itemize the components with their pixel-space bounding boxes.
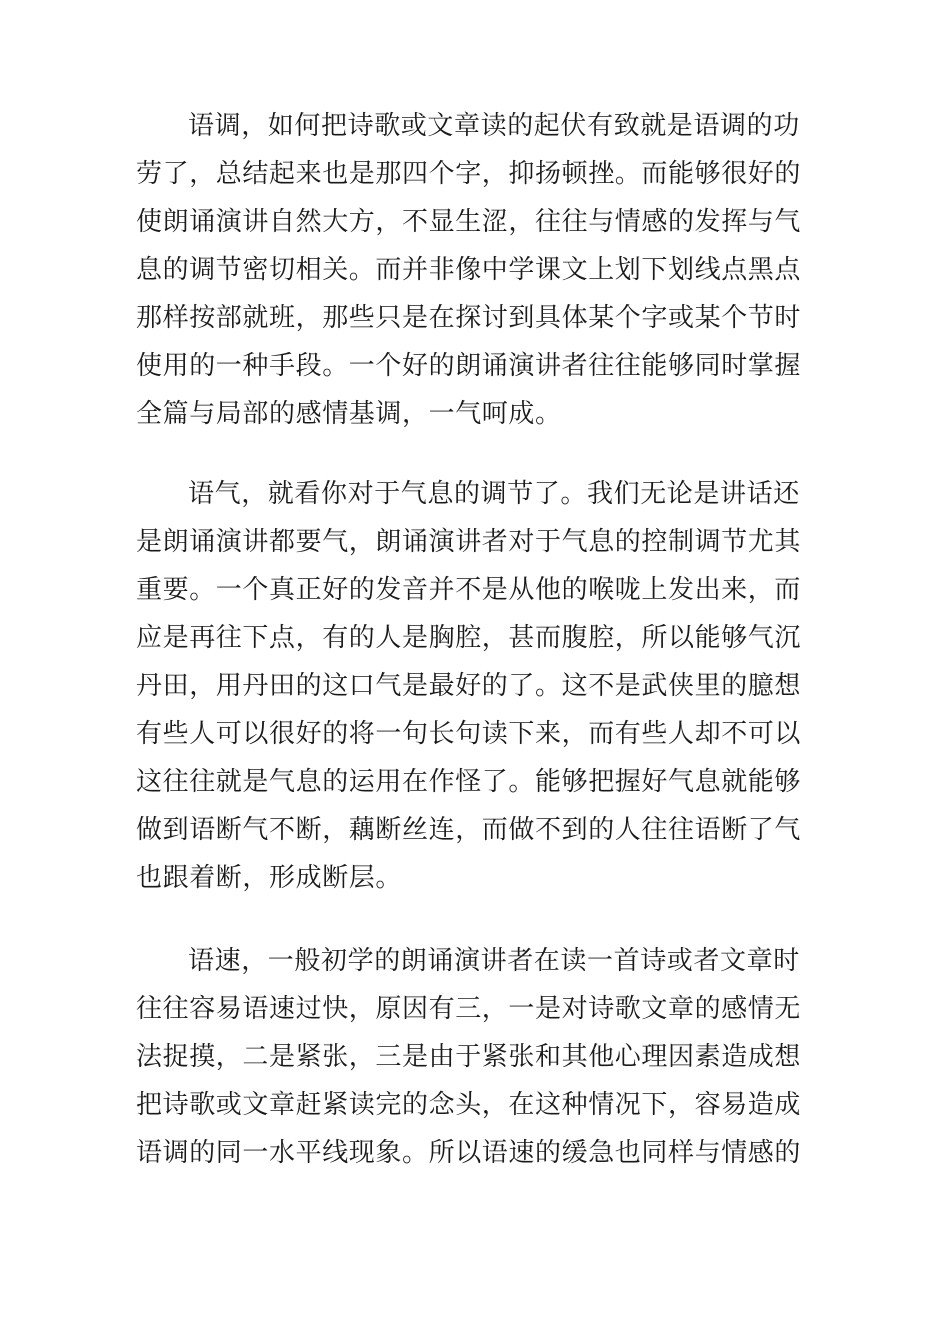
text-line: 把诗歌或文章赶紧读完的念头，在这种情况下，容易造成 (136, 1090, 802, 1120)
text-line: 语调，如何把诗歌或文章读的起伏有致就是语调的功 (188, 111, 800, 141)
paragraph-speed (136, 937, 816, 1177)
text-line: 也跟着断，形成断层。 (136, 863, 403, 893)
text-line: 重要。一个真正好的发音并不是从他的喉咙上发出来，而 (136, 575, 802, 605)
text-line: 全篇与局部的感情基调，一气呵成。 (136, 399, 562, 429)
text-line: 那样按部就班，那些只是在探讨到具体某个字或某个节时 (136, 303, 802, 333)
text-line: 这往往就是气息的运用在作怪了。能够把握好气息就能够 (136, 767, 802, 797)
text-line: 应是再往下点，有的人是胸腔，甚而腹腔，所以能够气沉 (136, 623, 802, 653)
text-line: 语调的同一水平线现象。所以语速的缓急也同样与情感的 (136, 1138, 802, 1168)
text-line: 丹田，用丹田的这口气是最好的了。这不是武侠里的臆想 (136, 671, 802, 701)
text-line: 做到语断气不断，藕断丝连，而做不到的人往往语断了气 (136, 815, 802, 845)
paragraph-tone (136, 470, 816, 902)
text-line: 使用的一种手段。一个好的朗诵演讲者往往能够同时掌握 (136, 351, 802, 381)
text-line: 劳了，总结起来也是那四个字，抑扬顿挫。而能够很好的 (136, 159, 802, 189)
text-line: 息的调节密切相关。而并非像中学课文上划下划线点黑点 (136, 255, 802, 285)
text-line: 法捉摸，二是紧张，三是由于紧张和其他心理因素造成想 (136, 1042, 802, 1072)
text-line: 语速，一般初学的朗诵演讲者在读一首诗或者文章时 (188, 946, 800, 976)
text-line: 有些人可以很好的将一句长句读下来，而有些人却不可以 (136, 719, 802, 749)
paragraph-intonation (136, 102, 816, 438)
text-line: 是朗诵演讲都要气，朗诵演讲者对于气息的控制调节尤其 (136, 527, 802, 557)
text-line: 语气，就看你对于气息的调节了。我们无论是讲话还 (188, 479, 800, 509)
text-line: 使朗诵演讲自然大方，不显生涩，往往与情感的发挥与气 (136, 207, 802, 237)
text-line: 往往容易语速过快，原因有三，一是对诗歌文章的感情无 (136, 994, 802, 1024)
